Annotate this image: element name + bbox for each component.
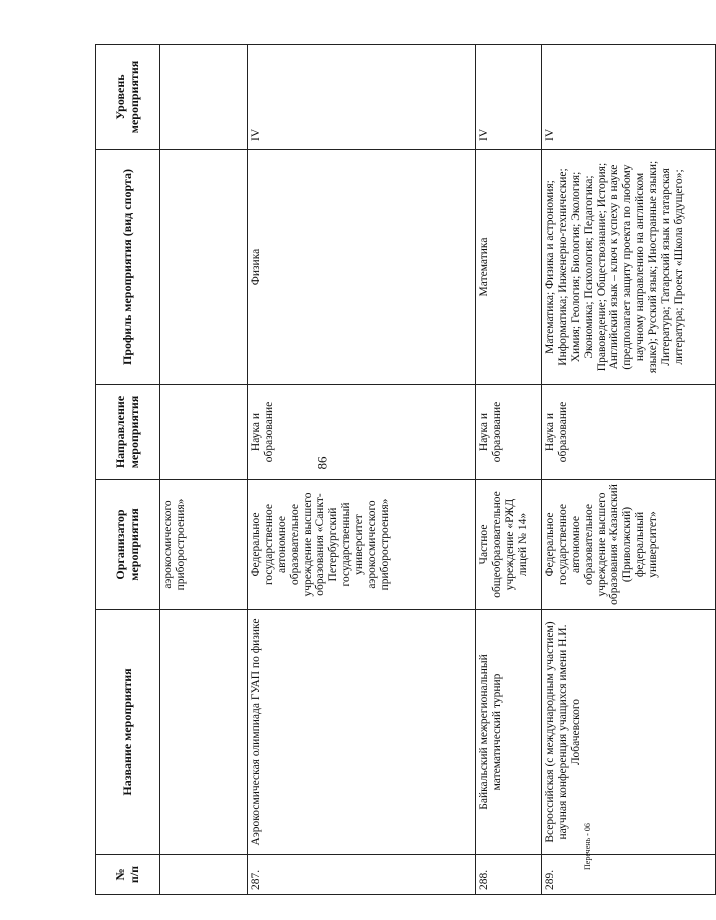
page-number: 86: [314, 456, 330, 470]
cell-direction: Наука и образование: [542, 385, 716, 480]
cell-empty: [160, 150, 248, 385]
header-name: Название мероприятия: [96, 610, 160, 855]
table-header-row: [96, 45, 160, 895]
cell-level: IV: [248, 45, 476, 150]
cell-direction: Наука и образование: [248, 385, 476, 480]
header-num: № п/п: [96, 855, 160, 895]
header-direction: Направление мероприятия: [96, 385, 160, 480]
cell-organizer-continuation: аэрокосмического приборостроения»: [160, 480, 248, 610]
cell-organizer: Частное общеобразовательное учреждение «РЖД лицей № 14»: [476, 480, 542, 610]
cell-organizer: Федеральное государственное автономное образовательное учреждение высшего образования «Казанский (Приволжский) федеральный университет»: [542, 480, 716, 610]
cell-profile: Математика; Физика и астрономия; Информатика; Инженерно-технические; Химия; Геология; Биология; Экология; Экономика; Психология; Педагогика; Правоведение; Обществознание; История; Английский язык – ключ к успеху в науке (предполагает защиту проекта по любому научному направлению на английском языке); Русский язык; Иностранные языки; Литература; Татарский язык и татарская литература; Проект «Школа будущего»;: [542, 150, 716, 385]
header-level: Уровень мероприятия: [96, 45, 160, 150]
cell-level: IV: [476, 45, 542, 150]
header-profile: Профиль мероприятия (вид спорта): [96, 150, 160, 385]
table-row: [476, 45, 542, 895]
footer-label: Перечень - 06: [583, 823, 592, 870]
table-row-continuation: [160, 45, 248, 895]
cell-name: Байкальский межрегиональный математический турнир: [476, 610, 542, 855]
cell-num: 289.: [542, 855, 716, 895]
cell-name: Аэрокосмическая олимпиада ГУАП по физике: [248, 610, 476, 855]
cell-level: IV: [542, 45, 716, 150]
cell-name: Всероссийская (с международным участием) научная конференция учащихся имени Н.И. Лобачевского: [542, 610, 716, 855]
cell-empty: [160, 610, 248, 855]
cell-organizer: Федеральное государственное автономное образовательное учреждение высшего образования «Санкт-Петербургский государственный университет аэрокосмического приборостроения»: [248, 480, 476, 610]
cell-direction: Наука и образование: [476, 385, 542, 480]
events-table-rotated: [95, 45, 685, 895]
table-row: [248, 45, 476, 895]
cell-empty: [160, 385, 248, 480]
table-row: [542, 45, 716, 895]
cell-profile: Физика: [248, 150, 476, 385]
cell-empty: [160, 855, 248, 895]
cell-empty: [160, 45, 248, 150]
header-organizer: Организатор мероприятия: [96, 480, 160, 610]
events-table: [95, 44, 716, 895]
cell-num: 287.: [248, 855, 476, 895]
cell-num: 288.: [476, 855, 542, 895]
cell-profile: Математика: [476, 150, 542, 385]
